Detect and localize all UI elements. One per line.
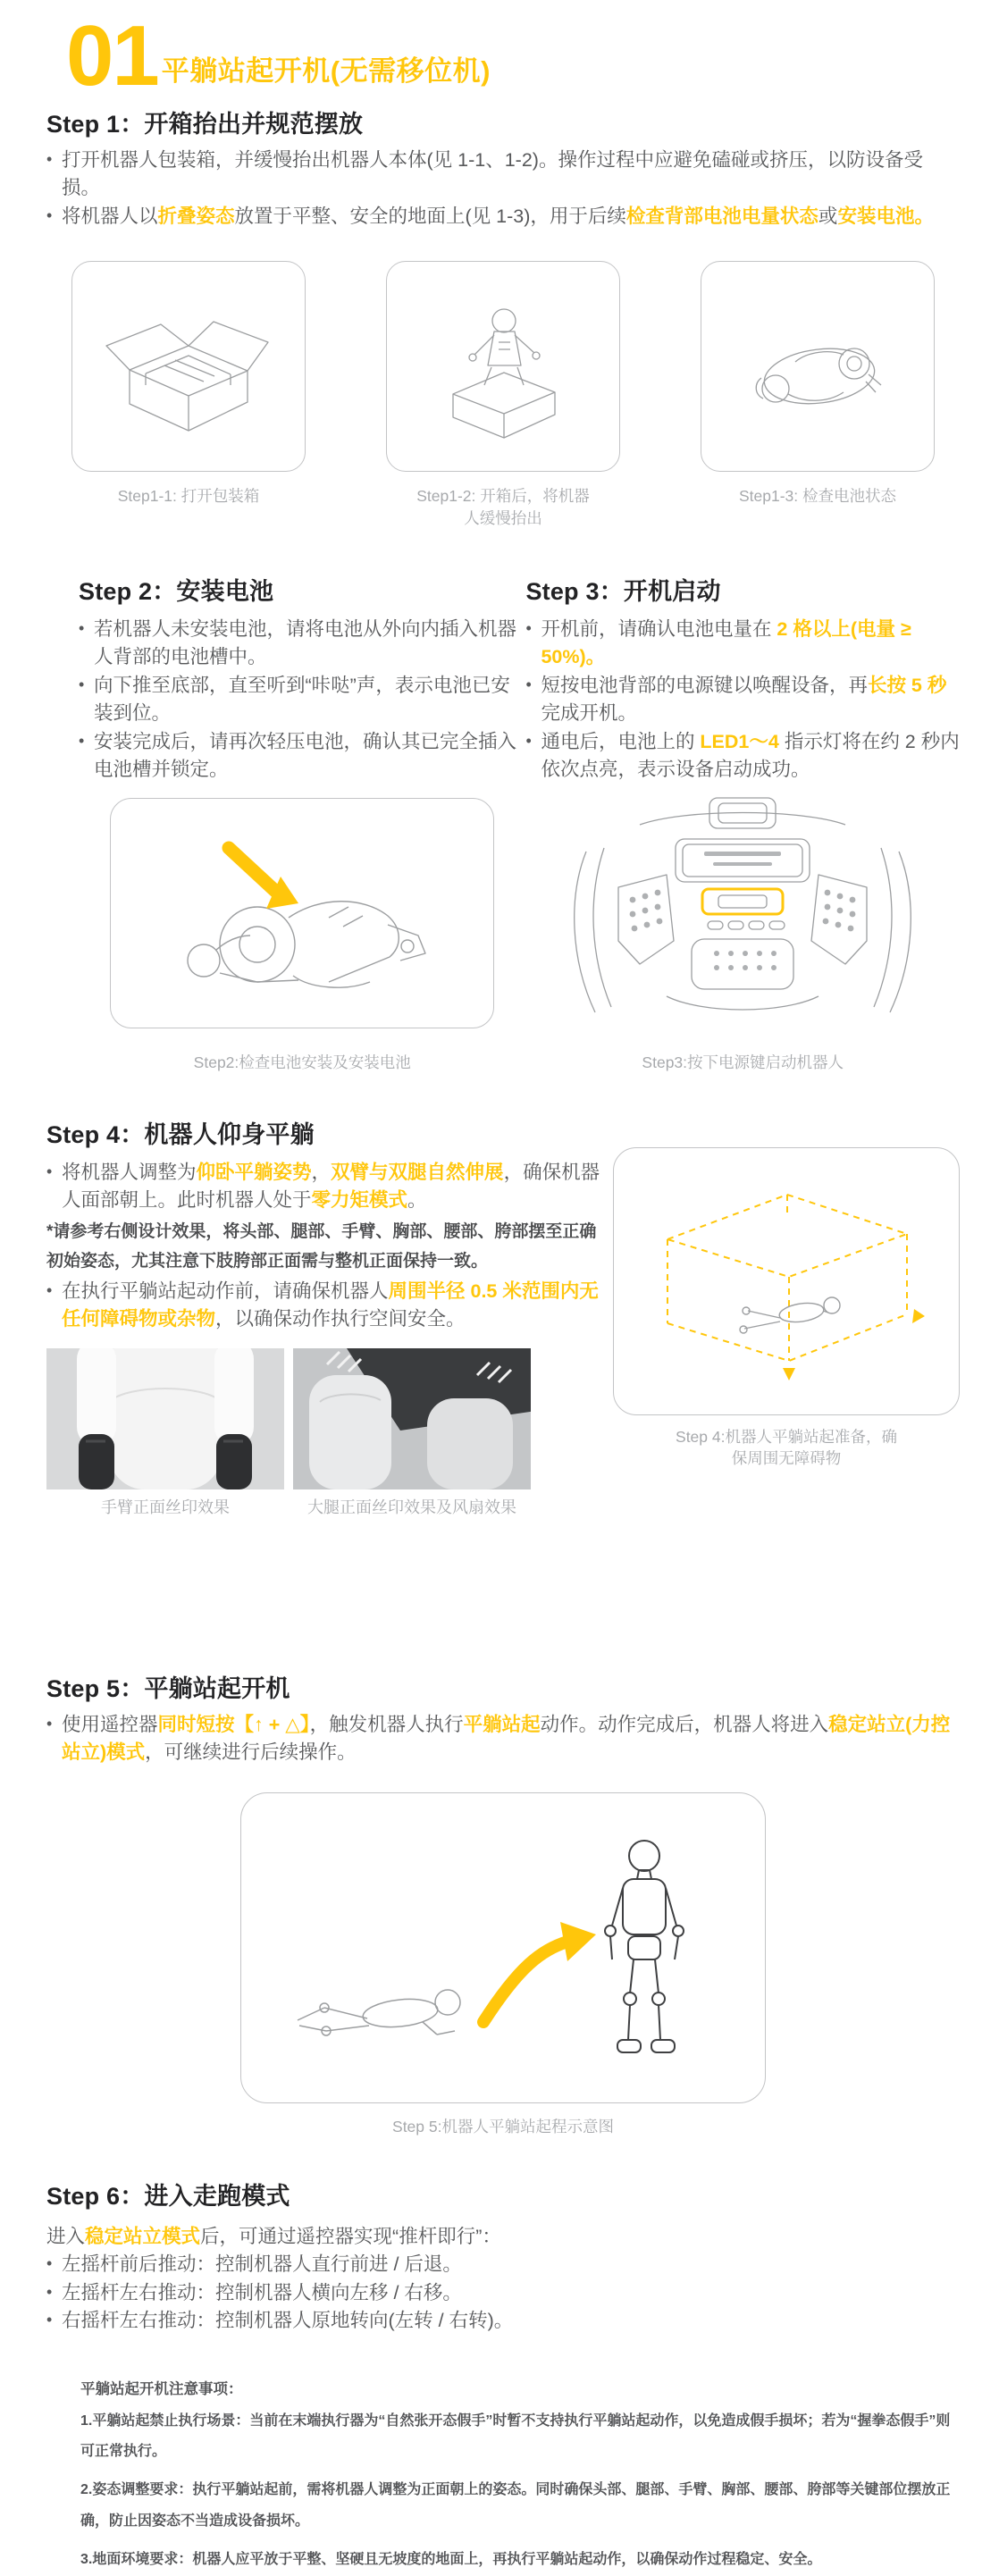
step2-step3-row — [79, 572, 960, 1074]
step2-bullet-1: • 若机器人未安装电池，请将电池从外向内插入机器人背部的电池槽中。 — [79, 616, 525, 672]
thigh-photo — [293, 1348, 531, 1489]
notes-item-2: 2.姿态调整要求：执行平躺站起前，需将机器人调整为正面朝上的姿态。同时确保头部、腿部、手臂、胸部、腰部、胯部等关键部位摆放正确，防止因姿态不当造成设备损坏。 — [80, 2482, 951, 2529]
step6-bullet-2: • 左摇杆左右推动：控制机器人横向左移 / 右移。 — [46, 2279, 960, 2307]
section-number: 01 — [66, 8, 158, 104]
power-button-highlight — [702, 889, 783, 914]
arm-photo — [46, 1348, 284, 1489]
step1-1-caption: Step1-1: 打开包装箱 — [117, 487, 260, 505]
step1-2-card — [386, 261, 620, 529]
arm-silkscreen-photo — [46, 1348, 284, 1489]
step2-frame — [110, 798, 494, 1028]
step1-illustrations — [46, 261, 960, 529]
step5-illustration-area — [46, 1792, 960, 2138]
step4-bullet-2: • 在执行平躺站起动作前，请确保机器人周围半径 0.5 米范围内无任何障碍物或杂物，以确保动作执行空间安全。 — [46, 1278, 608, 1334]
install-arrow-icon — [229, 848, 298, 909]
step1-3-frame — [701, 261, 935, 472]
step3-text — [525, 616, 960, 784]
step4-photos — [46, 1348, 608, 1519]
step4-right-caption: Step 4:机器人平躺站起准备，确保周围无障碍物 — [676, 1427, 897, 1468]
step1-bullet-1: • 打开机器人包装箱，并缓慢抬出机器人本体(见 1-1、1-2)。操作过程中应避免磕碰或挤压，以防设备受损。 — [46, 147, 960, 203]
step5-frame — [240, 1792, 766, 2103]
thigh-photo-card — [293, 1348, 531, 1519]
battery-install-illustration — [123, 810, 481, 1016]
step1-1-card — [71, 261, 306, 529]
step4-heading: Step 4：机器人仰身平躺 — [46, 1120, 315, 1148]
step1-bullet-2: • 将机器人以折叠姿态放置于平整、安全的地面上(见 1-3)，用于后续检查背部电池电量状态或安装电池。 — [46, 203, 960, 231]
step4-bullet-1: • 将机器人调整为仰卧平躺姿势，双臂与双腿自然伸展，确保机器人面部朝上。此时机器人处于零力矩模式。 — [46, 1159, 608, 1215]
step1-3-card — [701, 261, 935, 529]
folded-robot-illustration — [718, 285, 917, 448]
step5-section — [46, 1669, 960, 2137]
step4-note: *请参考右侧设计效果，将头部、腿部、手臂、胸部、腰部、胯部摆至正确初始姿态，尤其注意下肢胯部正面需与整机正面保持一致。 — [46, 1221, 597, 1271]
notes-title: 平躺站起开机注意事项： — [80, 2380, 243, 2397]
battery-back-illustration — [533, 789, 953, 1037]
led-indicators-icon — [708, 921, 785, 929]
step3-illustration-area — [525, 784, 960, 1043]
step3-caption: Step3:按下电源键启动机器人 — [642, 1053, 844, 1072]
step2-illustration-area — [79, 784, 525, 1043]
step1-3-caption: Step1-3: 检查电池状态 — [738, 487, 897, 505]
open-box-illustration — [89, 285, 288, 448]
thigh-photo-caption: 大腿正面丝印效果及风扇效果 — [307, 1498, 516, 1516]
arm-photo-caption: 手臂正面丝印效果 — [101, 1498, 230, 1516]
notes-section — [80, 2377, 951, 2576]
step6-bullet-3: • 右摇杆左右推动：控制机器人原地转向(左转 / 右转)。 — [46, 2307, 960, 2335]
step3-bullet-3: • 通电后，电池上的 LED1～4 指示灯将在约 2 秒内依次点亮，表示设备启动成功。 — [525, 728, 960, 785]
step6-heading: Step 6：进入走跑模式 — [46, 2183, 290, 2211]
clearance-cube-illustration — [630, 1164, 943, 1398]
step2-bullet-2: • 向下推至底部，直至听到“咔哒”声，表示电池已安装到位。 — [79, 672, 525, 728]
step4-left-column — [46, 1115, 608, 1519]
step2-section — [79, 572, 525, 1074]
step4-right-column — [613, 1115, 960, 1519]
step6-section — [46, 2177, 960, 2335]
step1-2-frame — [386, 261, 620, 472]
step2-caption: Step2:检查电池安装及安装电池 — [193, 1053, 411, 1072]
step1-2-caption: Step1-2: 开箱后，将机器人缓慢抬出 — [416, 487, 590, 527]
thigh-silkscreen-photo — [293, 1348, 531, 1489]
step6-bullet-1: • 左摇杆前后推动：控制机器人直行前进 / 后退。 — [46, 2251, 960, 2278]
section-header — [66, 0, 960, 104]
step2-text — [79, 616, 525, 784]
lift-robot-illustration — [404, 285, 602, 448]
step6-intro: 进入稳定站立模式后，可通过遥控器实现“推杆即行”： — [46, 2226, 501, 2248]
step5-bullet: • 使用遥控器同时短按【↑ + △】，触发机器人执行平躺站起动作。动作完成后，机器人将进入稳定站立(力控站立)模式，可继续进行后续操作。 — [46, 1711, 960, 1767]
step1-heading: Step 1：开箱抬出并规范摆放 — [46, 110, 364, 138]
clearance-frame — [613, 1147, 960, 1415]
notes-item-3: 3.地面环境要求：机器人应平放于平整、坚硬且无坡度的地面上，再执行平躺站起动作，以确保动作过程稳定、安全。 — [80, 2552, 822, 2568]
step3-bullet-1: • 开机前，请确认电池电量在 2 格以上(电量 ≥ 50%)。 — [525, 616, 960, 672]
step5-caption: Step 5:机器人平躺站起程示意图 — [392, 2117, 614, 2135]
standup-sequence-illustration — [262, 1809, 744, 2086]
page-title: 平躺站起开机(无需移位机) — [161, 55, 491, 87]
clearance-arrow-icon — [783, 1309, 925, 1380]
step1-1-frame — [71, 261, 306, 472]
step3-heading: Step 3：开机启动 — [525, 578, 721, 605]
step3-bullet-2: • 短按电池背部的电源键以唤醒设备，再长按 5 秒完成开机。 — [525, 672, 960, 728]
step3-section — [525, 572, 960, 1074]
notes-item-1: 1.平躺站起禁止执行场景：当前在末端执行器为“自然张开态假手”时暂不支持执行平躺站起动作，以免造成假手损坏；若为“握拳态假手”则可正常执行。 — [80, 2412, 951, 2459]
step2-bullet-3: • 安装完成后，请再次轻压电池，确认其已完全插入电池槽并锁定。 — [79, 728, 525, 785]
step2-heading: Step 2：安装电池 — [79, 578, 274, 605]
arm-photo-card — [46, 1348, 284, 1519]
step4-section — [46, 1115, 960, 1519]
step5-heading: Step 5：平躺站起开机 — [46, 1674, 290, 1702]
standup-arrow-icon — [483, 1922, 596, 2022]
step1-section — [46, 105, 960, 529]
